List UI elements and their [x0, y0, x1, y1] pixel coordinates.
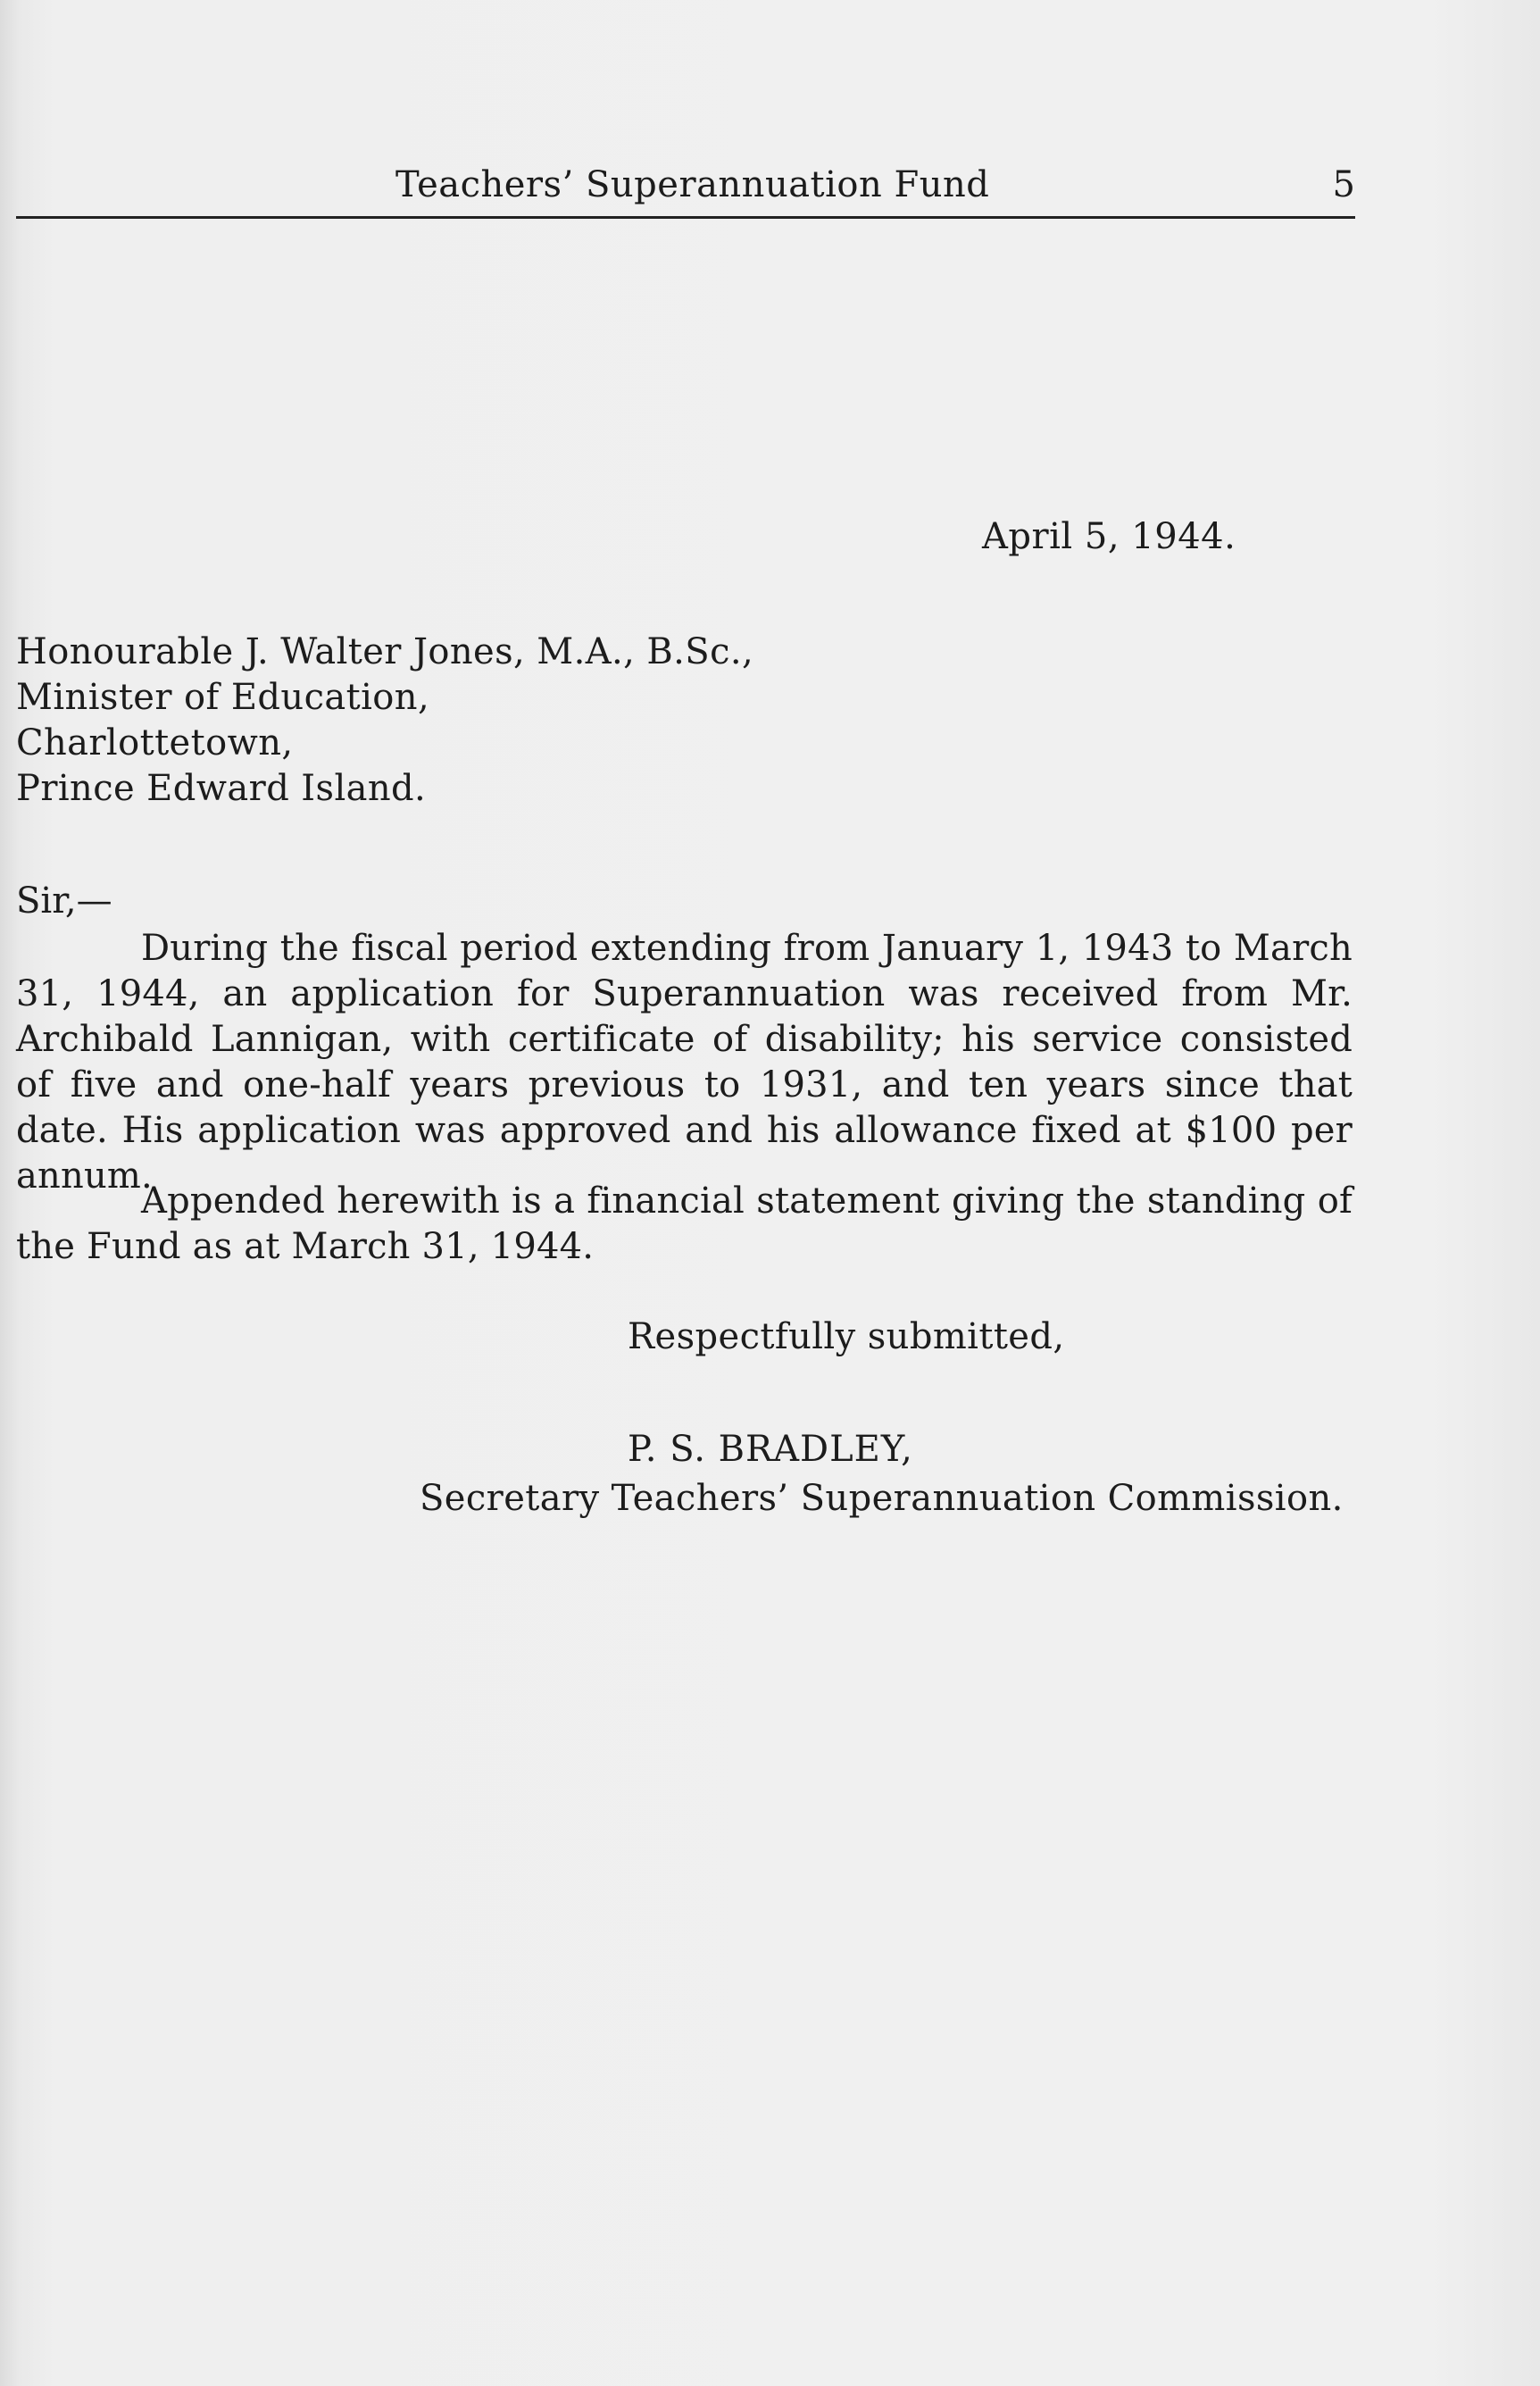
running-header — [16, 161, 1355, 219]
recipient-address — [16, 630, 753, 812]
complimentary-closing: Respectfully submitted, — [628, 1316, 1065, 1357]
page-number: 5 — [1332, 164, 1355, 205]
signer-title: Secretary Teachers’ Superannuation Commission. — [420, 1478, 1344, 1519]
recipient-line: Prince Edward Island. — [16, 768, 427, 809]
recipient-line: Charlottetown, — [16, 722, 294, 763]
body-paragraph: During the fiscal period extending from January 1, 1943 to March 31, 1944, an application for Superannuation was received from Mr. Archibald Lannigan, with certificate of disability; his service consisted of five and one-half years previous to 1931, and ten years since that date. His application was approved and his allowance fixed at $100 per annum. — [16, 928, 1353, 1197]
signer-name: P. S. BRADLEY, — [628, 1429, 913, 1470]
letter-date: April 5, 1944. — [982, 516, 1236, 557]
running-title: Teachers’ Superannuation Fund — [395, 164, 990, 205]
recipient-line: Honourable J. Walter Jones, M.A., B.Sc., — [16, 631, 754, 672]
body-paragraph: Appended herewith is a financial statement giving the standing of the Fund as at March 31, 1944. — [16, 1180, 1353, 1267]
recipient-line: Minister of Education, — [16, 677, 430, 718]
salutation: Sir,— — [16, 880, 112, 922]
